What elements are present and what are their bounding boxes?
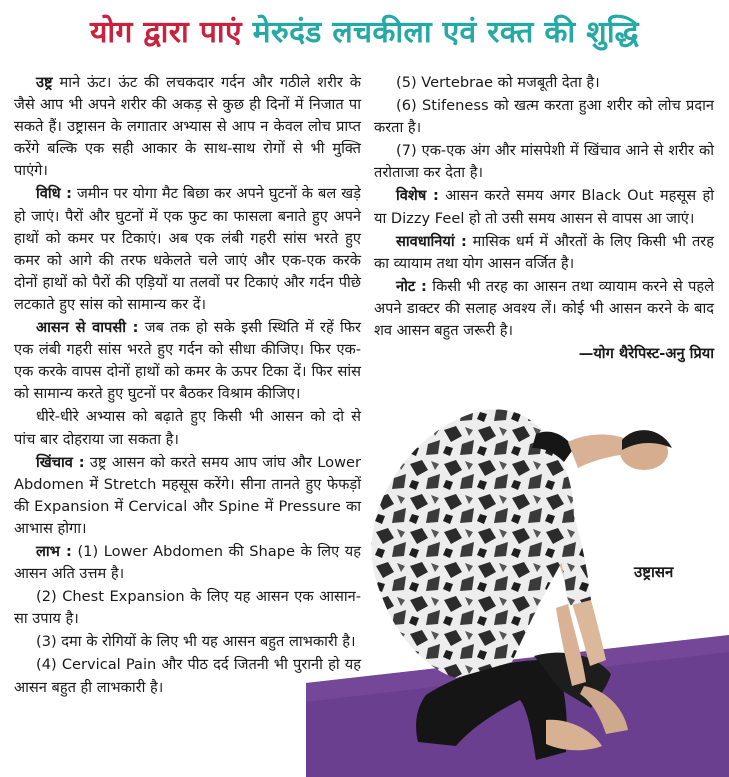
benefit-4: (4) Cervical Pain और पीठ दर्द जितनी भी पुरानी हो यह आसन बहुत ही लाभकारी है।: [14, 656, 361, 696]
benefit-2: (2) Chest Expansion के लिए यह आसन एक आसान-सा उपाय है।: [14, 588, 361, 628]
intro-text: माने ऊंट। ऊंट की लचकदार गर्दन और गठीले शरीर के जैसे आप भी अपने शरीर की अकड़ से कुछ ही दिनों में निजात पा सकते हैं। उष्ट्रासन के लगातार अभ्यास से आप न केवल लोच प्राप्त करेंगे बल्कि एक सही आकार के साथ-साथ रोगों से भी मुक्ति पाएंगे।: [14, 74, 361, 180]
headline-part-1: योग द्वारा पाएं: [90, 15, 242, 50]
stretch-text: उष्ट्र आसन को करते समय आप जांघ और Lower Abdomen में Stretch महसूस करेंगे। सीना तानते हुए फेफड़ों की Expansion में Cervical और Spine में Pressure का आभास होगा।: [14, 453, 361, 537]
gradual-paragraph: धीरे-धीरे अभ्यास को बढ़ाते हुए किसी भी आसन को दो से पांच बार दोहराया जा सकता है।: [14, 408, 361, 448]
caution-paragraph: [374, 231, 714, 275]
author-byline: —योग थैरेपिस्ट-अनु प्रिया: [578, 345, 714, 363]
benefit-5: (5) Vertebrae को मजबूती देता है।: [396, 74, 600, 91]
note-paragraph: [374, 276, 714, 342]
note-text: किसी भी तरह का आसन तथा व्यायाम करने से पहले अपने डाक्टर की सलाह अवश्य लें। कोई भी आसन करने के बाद शव आसन बहुत जरूरी है।: [374, 277, 715, 340]
benefit-7: (7) एक-एक अंग और मांसपेशी में खिंचाव आने से शरीर को तरोताजा कर देता है।: [374, 142, 714, 182]
return-label: आसन से वापसी :: [36, 319, 139, 337]
caution-label: सावधानियां :: [396, 232, 467, 250]
printed-top: [372, 409, 574, 678]
method-paragraph: [14, 183, 361, 316]
photo-caption: उष्ट्रासन: [634, 563, 674, 581]
method-text: जमीन पर योगा मैट बिछा कर अपने घुटनों के बल खड़े हो जाएं। पैरों और घुटनों में एक फुट का फासला बनाते हुए अपने हाथों को कमर पर टिकाएं। अब एक लंबी गहरी सांस भरते हुए कमर को आगे की तरफ धकेलते चले जाएं और एक-एक करके दोनों हाथों को पैरों की एड़ियों या तलवों पर टिकाएं और गर्दन पीछे लटकाते हुए सांस को सामान्य कर दें।: [14, 185, 361, 313]
intro-paragraph: [14, 72, 361, 182]
headline: [0, 0, 729, 66]
special-paragraph: [374, 185, 714, 229]
right-column: [374, 72, 714, 365]
caution-text: मासिक धर्म में औरतों के लिए किसी भी तरह का व्यायाम तथा योग आसन वर्जित है।: [374, 232, 714, 272]
special-text: आसन करते समय अगर Black Out महसूस हो या Dizzy Feel हो तो उसी समय आसन से वापस आ जाएं।: [374, 187, 715, 227]
yoga-pose-photo: [306, 390, 729, 777]
intro-label: उष्ट्र: [36, 74, 53, 91]
method-label: विधि :: [36, 185, 72, 203]
benefit-6: (6) Stifeness को खत्म करता हुआ शरीर को लोच प्रदान करता है।: [374, 97, 714, 137]
special-label: विशेष :: [396, 187, 439, 205]
benefits-label: लाभ :: [36, 542, 72, 560]
note-label: नोट :: [396, 277, 427, 295]
return-text: जब तक हो सके इसी स्थिति में रहें फिर एक लंबी गहरी सांस भरते हुए गर्दन को सीधा कीजिए। फिर एक-एक करके वापस दोनों हाथों को कमर के ऊपर टिका दें। फिर सांस को सामान्य करते हुए घुटनों पर बैठकर विश्राम कीजिए।: [14, 319, 361, 403]
benefit-1: (1) Lower Abdomen की Shape के लिए यह आसन अति उत्तम है।: [14, 542, 361, 583]
benefit-3: (3) दमा के रोगियों के लिए भी यह आसन बहुत लाभकारी है।: [36, 633, 356, 651]
stretch-label: खिंचाव :: [36, 453, 85, 471]
headline-part-2: मेरुदंड लचकीला एवं रक्त की शुद्धि: [252, 15, 639, 50]
